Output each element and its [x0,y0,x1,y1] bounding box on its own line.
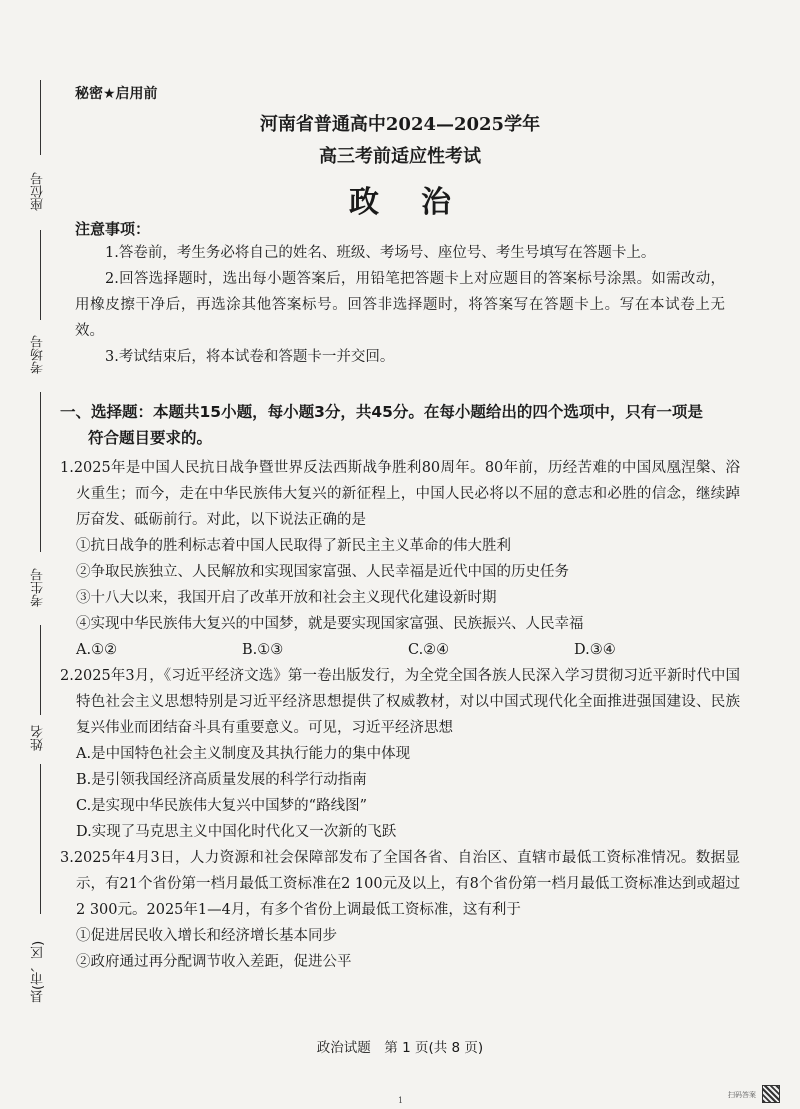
option: B.是引领我国经济高质量发展的科学行动指南 [76,772,367,788]
county-label: 县(市、区) [31,940,46,1004]
notice-heading: 注意事项： [75,220,151,238]
choice-b: B.①③ [242,642,284,658]
statement: ③十八大以来，我国开启了改革开放和社会主义现代化建设新时期 [76,590,497,606]
question-3 [60,845,740,975]
notice-item: 2.回答选择题时，选出每小题答案后，用铅笔把答题卡上对应题目的答案标号涂黑。如需改动，用橡皮擦干净后，再选涂其他答案标号。回答非选择题时，将答案写在答题卡上。写在本试卷上无效。 [75,271,725,339]
statement: ①促进居民收入增长和经济增长基本同步 [76,928,337,944]
option: A.是中国特色社会主义制度及其执行能力的集中体现 [76,746,411,762]
notice-item: 3.考试结束后，将本试卷和答题卡一并交回。 [105,349,395,365]
choice-a: A.①② [76,642,118,658]
statement: ②政府通过再分配调节收入差距，促进公平 [76,954,352,970]
section-heading-line2: 符合题目要求的。 [88,429,213,447]
binding-line [40,625,41,715]
room-number-label: 考场号 [31,335,46,375]
question-2 [60,663,740,845]
statement: ②争取民族独立、人民解放和实现国家富强、人民幸福是近代中国的历史任务 [76,564,569,580]
name-label: 姓名 [31,725,46,751]
page-footer: 政治试题 第 1 页(共 8 页) [316,1040,484,1056]
secret-label: 秘密★启用前 [75,86,158,102]
question-1 [60,455,740,663]
exam-title-line2: 高三考前适应性考试 [319,146,481,167]
option: C.是实现中华民族伟大复兴中国梦的“路线图” [76,798,368,814]
section-heading-line1: 一、选择题：本题共15小题，每小题3分，共45分。在每小题给出的四个选项中，只有一项是 [60,403,703,421]
watermark-label: 扫码答案 [728,1091,756,1099]
option: D.实现了马克思主义中国化时代化又一次新的飞跃 [76,824,397,840]
question-stem: 3.2025年4月3日，人力资源和社会保障部发布了全国各省、自治区、直辖市最低工资标准情况。数据显示，有21个省份第一档月最低工资标准在2 100元及以上，有8个省份第一档月最低工资标准达到或超过2 300元。2025年1—4月，有多个省份上调最低工资标准，这有利于 [60,850,740,918]
seat-number-label: 座位号 [31,172,46,212]
question-list [60,455,740,975]
notice-item: 1.答卷前，考生务必将自己的姓名、班级、考场号、座位号、考生号填写在答题卡上。 [105,245,656,261]
choice-d: D.③④ [574,642,616,658]
statement: ①抗日战争的胜利标志着中国人民取得了新民主主义革命的伟大胜利 [76,538,511,554]
binding-line [40,764,41,914]
section-heading [60,399,740,451]
exam-title-line1: 河南省普通高中2024—2025学年 [259,114,541,135]
binding-line [40,392,41,552]
binding-line [40,230,41,320]
statement: ④实现中华民族伟大复兴的中国梦，就是要实现国家富强、民族振兴、人民幸福 [76,616,584,632]
qr-code-icon [762,1085,780,1103]
student-id-label: 考生号 [31,568,46,608]
choice-row [60,637,740,663]
choice-c: C.②④ [408,642,450,658]
page-mark: 1 [398,1096,404,1105]
subject-title: 政治 [349,185,493,220]
notice-list [75,240,725,370]
question-stem: 2.2025年3月，《习近平经济文选》第一卷出版发行，为全党全国各族人民深入学习贯彻习近平新时代中国特色社会主义思想特别是习近平经济思想提供了权威教材，对以中国式现代化全面推进强国建设、民族复兴伟业而团结奋斗具有重要意义。可见，习近平经济思想 [60,668,740,736]
question-stem: 1.2025年是中国人民抗日战争暨世界反法西斯战争胜利80周年。80年前，历经苦难的中国凤凰涅槃、浴火重生；而今，走在中华民族伟大复兴的新征程上，中国人民必将以不屈的意志和必胜的信念，继续踔厉奋发、砥砺前行。对此，以下说法正确的是 [60,460,740,528]
